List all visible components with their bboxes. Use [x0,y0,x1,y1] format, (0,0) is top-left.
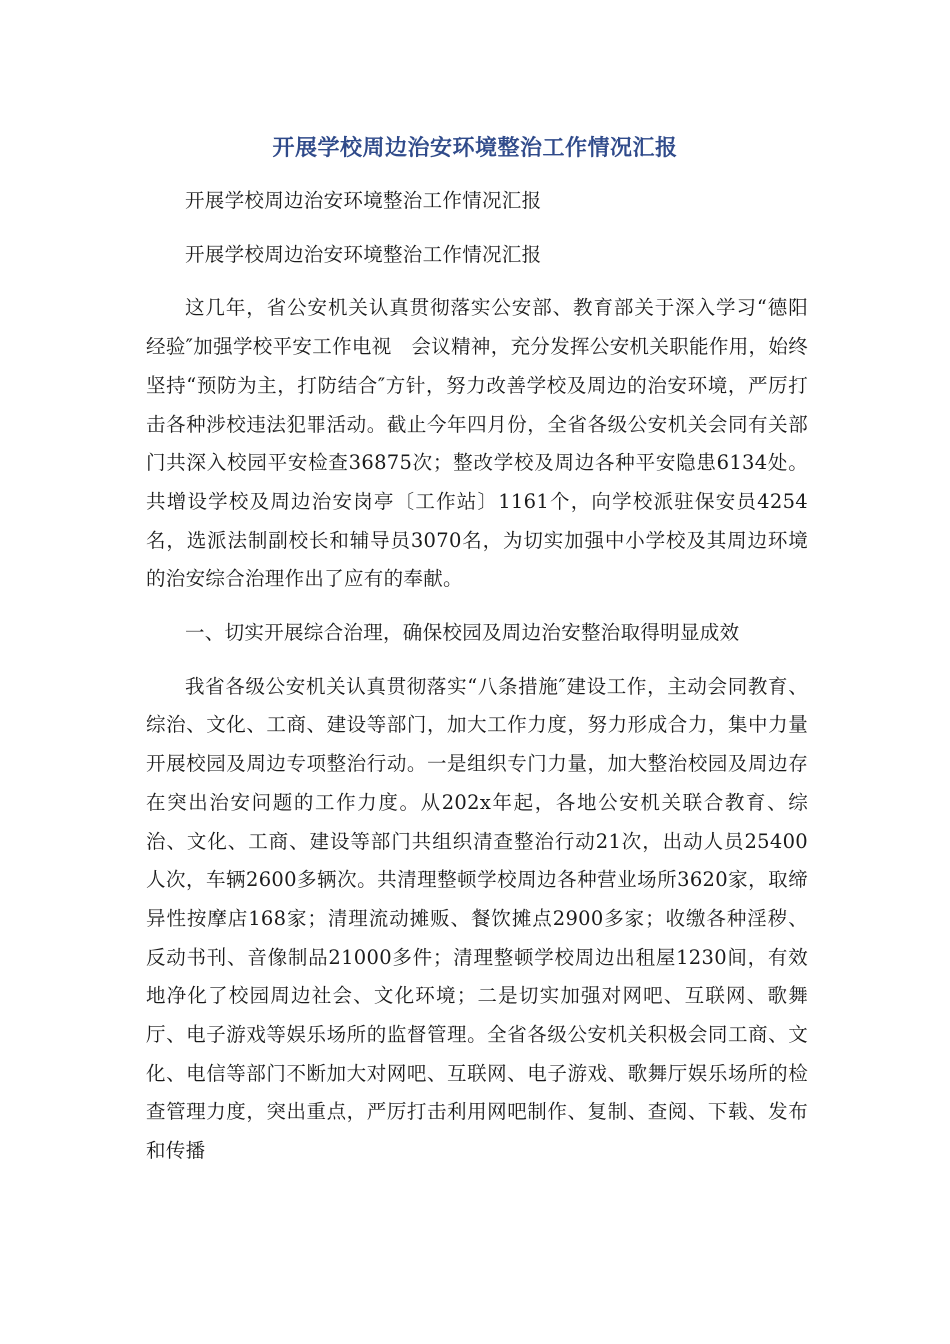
body-paragraph: 我省各级公安机关认真贯彻落实“八条措施″建设工作，主动会同教育、综治、文化、工商、建设等部门，加大工作力度，努力形成合力，集中力量开展校园及周边专项整治行动。一是组织专门力量，加大整治校园及周边存在突出治安问题的工作力度。从202x年起，各地公安机关联合教育、综治、文化、工商、建设等部门共组织清查整治行动21次，出动人员25400人次，车辆2600多辆次。共清理整顿学校周边各种营业场所3620家，取缔异性按摩店168家；清理流动摊贩、餐饮摊点2900多家；收缴各种淫秽、反动书刊、音像制品21000多件；清理整顿学校周边出租屋1230间，有效地净化了校园周边社会、文化环境；二是切实加强对网吧、互联网、歌舞厅、电子游戏等娱乐场所的监督管理。全省各级公安机关积极会同工商、文化、电信等部门不断加大对网吧、互联网、电子游戏、歌舞厅娱乐场所的检查管理力度，突出重点，严厉打击利用网吧制作、复制、查阅、下载、发布和传播 [146,674,808,1163]
document-title: 开展学校周边治安环境整治工作情况汇报 [272,136,678,161]
subtitle-line-1: 开展学校周边治安环境整治工作情况汇报 [185,189,542,212]
subtitle-line-2: 开展学校周边治安环境整治工作情况汇报 [185,242,542,266]
section-heading-1: 一、切实开展综合治理，确保校园及周边治安整治取得明显成效 [185,621,740,645]
document-body [146,182,808,1186]
intro-paragraph: 这几年，省公安机关认真贯彻落实公安部、教育部关于深入学习“德阳经验″加强学校平安工作电视 会议精神，充分发挥公安机关职能作用，始终坚持“预防为主，打防结合″方针，努力改善学校及周边的治安环境，严厉打击各种涉校违法犯罪活动。截止今年四月份，全省各级公安机关会同有关部门共深入校园平安检查36875次；整改学校及周边各种平安隐患6134处。共增设学校及周边治安岗亭〔工作站〕1161个，向学校派驻保安员4254名，选派法制副校长和辅导员3070名，为切实加强中小学校及其周边环境的治安综合治理作出了应有的奉献。 [146,296,808,591]
